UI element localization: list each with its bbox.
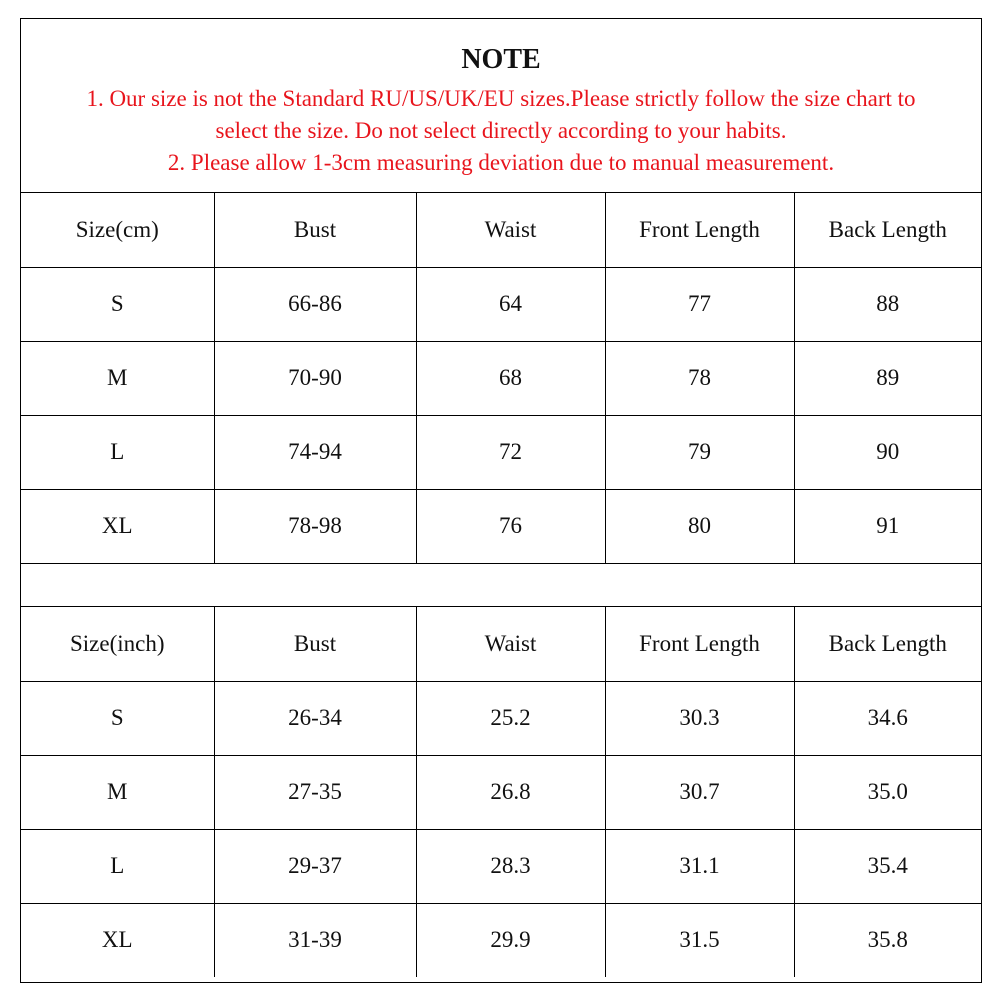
table-cell: L — [21, 415, 214, 489]
header-cell: Waist — [416, 193, 605, 267]
note-line-1: 1. Our size is not the Standard RU/US/UK/EU sizes.Please strictly follow the size chart to — [86, 86, 916, 111]
table-cell: 27-35 — [214, 755, 416, 829]
table-cell: 78-98 — [214, 489, 416, 563]
header-cell: Waist — [416, 607, 605, 681]
header-cell: Back Length — [794, 607, 981, 681]
header-cell: Bust — [214, 607, 416, 681]
table-cell: 90 — [794, 415, 981, 489]
table-header-row — [21, 193, 981, 267]
table-cell: S — [21, 267, 214, 341]
note-line-2: select the size. Do not select directly according to your habits. — [215, 118, 787, 143]
table-cell: 78 — [605, 341, 794, 415]
table-cell: 26.8 — [416, 755, 605, 829]
note-line-3: 2. Please allow 1-3cm measuring deviation due to manual measurement. — [167, 150, 835, 175]
table-row — [21, 755, 981, 829]
table-cell: L — [21, 829, 214, 903]
table-cell: 76 — [416, 489, 605, 563]
table-cell: 31.1 — [605, 829, 794, 903]
table-cell: 88 — [794, 267, 981, 341]
table-cell: 64 — [416, 267, 605, 341]
table-cell: 25.2 — [416, 681, 605, 755]
size-table-inch — [21, 607, 981, 977]
size-chart — [20, 18, 982, 983]
header-cell: Size(cm) — [21, 193, 214, 267]
table-row — [21, 903, 981, 977]
note-title: NOTE — [461, 44, 541, 75]
table-cell: 66-86 — [214, 267, 416, 341]
table-cell: S — [21, 681, 214, 755]
table-cell: 79 — [605, 415, 794, 489]
header-cell: Front Length — [605, 193, 794, 267]
table-cell: 34.6 — [794, 681, 981, 755]
table-cell: 91 — [794, 489, 981, 563]
table-row — [21, 489, 981, 563]
table-row — [21, 415, 981, 489]
table-cell: 74-94 — [214, 415, 416, 489]
table-cell: 35.8 — [794, 903, 981, 977]
table-row — [21, 341, 981, 415]
table-cell: XL — [21, 489, 214, 563]
table-cell: 29.9 — [416, 903, 605, 977]
table-cell: 77 — [605, 267, 794, 341]
table-cell: 30.3 — [605, 681, 794, 755]
table-row — [21, 267, 981, 341]
table-cell: 31.5 — [605, 903, 794, 977]
header-cell: Bust — [214, 193, 416, 267]
header-cell: Back Length — [794, 193, 981, 267]
note-section — [21, 19, 981, 193]
table-header-row — [21, 607, 981, 681]
table-cell: 89 — [794, 341, 981, 415]
table-cell: M — [21, 755, 214, 829]
table-cell: 35.4 — [794, 829, 981, 903]
table-cell: 80 — [605, 489, 794, 563]
table-cell: 26-34 — [214, 681, 416, 755]
size-table-cm — [21, 193, 981, 564]
table-cell: 72 — [416, 415, 605, 489]
table-cell: 35.0 — [794, 755, 981, 829]
table-row — [21, 681, 981, 755]
header-cell: Front Length — [605, 607, 794, 681]
table-spacer — [21, 570, 981, 607]
table-row — [21, 829, 981, 903]
table-cell: M — [21, 341, 214, 415]
table-cell: XL — [21, 903, 214, 977]
table-cell: 31-39 — [214, 903, 416, 977]
table-cell: 28.3 — [416, 829, 605, 903]
table-cell: 29-37 — [214, 829, 416, 903]
header-cell: Size(inch) — [21, 607, 214, 681]
table-cell: 30.7 — [605, 755, 794, 829]
table-cell: 70-90 — [214, 341, 416, 415]
table-cell: 68 — [416, 341, 605, 415]
